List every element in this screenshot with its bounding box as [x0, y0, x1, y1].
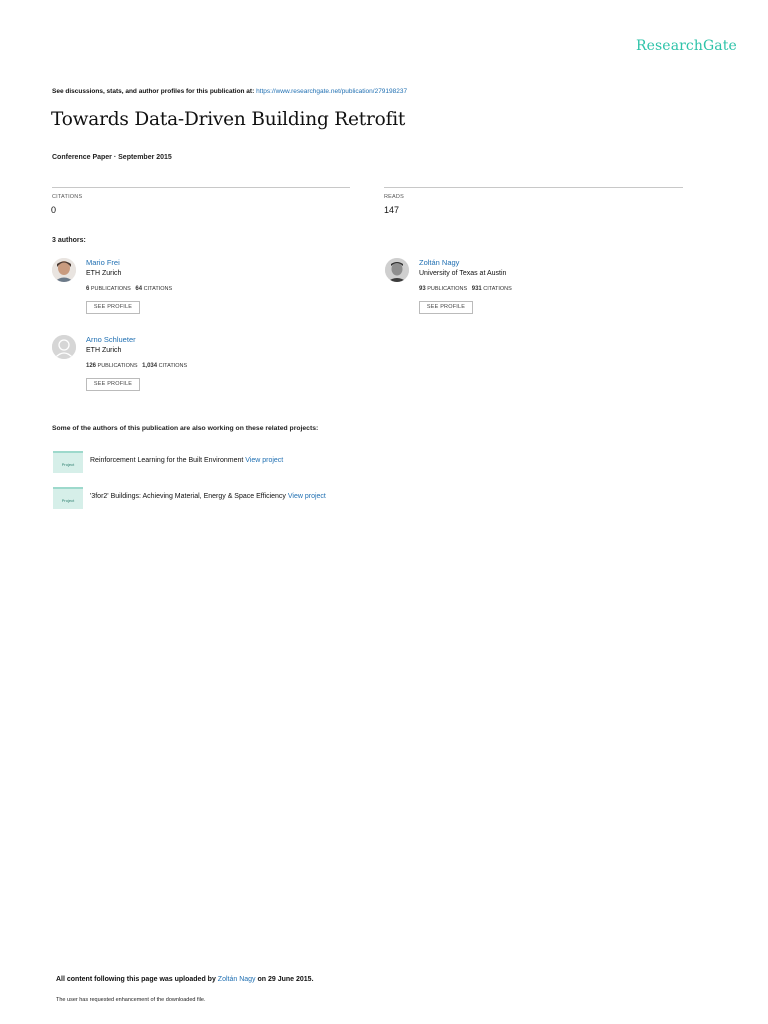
- view-project-link[interactable]: View project: [245, 457, 284, 464]
- avatar[interactable]: [52, 258, 76, 282]
- publications-label: PUBLICATIONS: [427, 286, 468, 292]
- citations-count-label: CITATIONS: [158, 363, 188, 369]
- default-avatar-icon[interactable]: [52, 335, 76, 359]
- reads-divider: [384, 187, 683, 188]
- upload-suffix: on 29 June 2015.: [255, 976, 314, 983]
- see-profile-button[interactable]: SEE PROFILE: [86, 301, 140, 314]
- project-icon: [53, 487, 83, 509]
- see-discussions-text: See discussions, stats, and author profiles for this publication at:: [52, 88, 257, 95]
- see-profile-button[interactable]: SEE PROFILE: [419, 301, 473, 314]
- author-stats: [419, 286, 512, 292]
- author-name-link[interactable]: Arno Schlueter: [86, 335, 136, 344]
- upload-info: [56, 976, 314, 983]
- citations-count: 1,034: [142, 363, 158, 369]
- publication-url-link[interactable]: https://www.researchgate.net/publication/279198237: [256, 88, 408, 95]
- citations-value: 0: [51, 205, 57, 215]
- citations-count-label: CITATIONS: [143, 286, 173, 292]
- see-discussions-line: [52, 88, 407, 95]
- see-profile-button[interactable]: SEE PROFILE: [86, 378, 140, 391]
- author-card-zoltan-nagy: [385, 258, 685, 328]
- author-stats: [86, 286, 172, 292]
- related-project-item: [53, 487, 473, 509]
- reads-label: READS: [384, 194, 404, 200]
- publications-count: 126: [86, 363, 97, 369]
- related-projects-heading: Some of the authors of this publication are also working on these related projects:: [52, 425, 319, 432]
- publications-count: 93: [419, 286, 426, 292]
- enhancement-note: The user has requested enhancement of the downloaded file.: [56, 997, 206, 1003]
- project-icon-label: Project: [61, 462, 75, 467]
- authors-heading: 3 authors:: [52, 237, 86, 244]
- project-title-line: [90, 457, 283, 464]
- author-name-link[interactable]: Zoltán Nagy: [419, 258, 460, 267]
- author-stats: [86, 363, 187, 369]
- publications-label: PUBLICATIONS: [97, 363, 138, 369]
- citations-count-label: CITATIONS: [483, 286, 512, 292]
- project-icon: [53, 451, 83, 473]
- upload-prefix: All content following this page was uploaded by: [56, 976, 218, 983]
- publications-label: PUBLICATIONS: [90, 286, 131, 292]
- author-card-mario-frei: [52, 258, 352, 328]
- researchgate-logo[interactable]: ResearchGate: [636, 38, 737, 54]
- citations-count: 931: [471, 286, 482, 292]
- uploader-link[interactable]: Zoltán Nagy: [217, 976, 256, 983]
- reads-value: 147: [384, 205, 400, 215]
- project-icon-label: Project: [61, 498, 75, 503]
- publication-title: Towards Data-Driven Building Retrofit: [51, 109, 406, 130]
- avatar[interactable]: [385, 258, 409, 282]
- citations-count: 64: [135, 286, 143, 292]
- citations-label: CITATIONS: [52, 194, 83, 200]
- author-institution: ETH Zurich: [86, 270, 122, 277]
- author-card-arno-schlueter: [52, 335, 352, 405]
- author-institution: University of Texas at Austin: [419, 270, 507, 277]
- view-project-link[interactable]: View project: [287, 493, 326, 500]
- author-institution: ETH Zurich: [86, 347, 122, 354]
- project-title: '3for2' Buildings: Achieving Material, Energy & Space Efficiency: [90, 493, 288, 500]
- author-name-link[interactable]: Mario Frei: [86, 258, 120, 267]
- project-title-line: [90, 493, 326, 500]
- project-title: Reinforcement Learning for the Built Environment: [90, 457, 246, 464]
- publications-count: 6: [86, 286, 90, 292]
- citations-divider: [52, 187, 350, 188]
- related-project-item: [53, 451, 473, 473]
- publication-type-date: Conference Paper · September 2015: [52, 154, 172, 161]
